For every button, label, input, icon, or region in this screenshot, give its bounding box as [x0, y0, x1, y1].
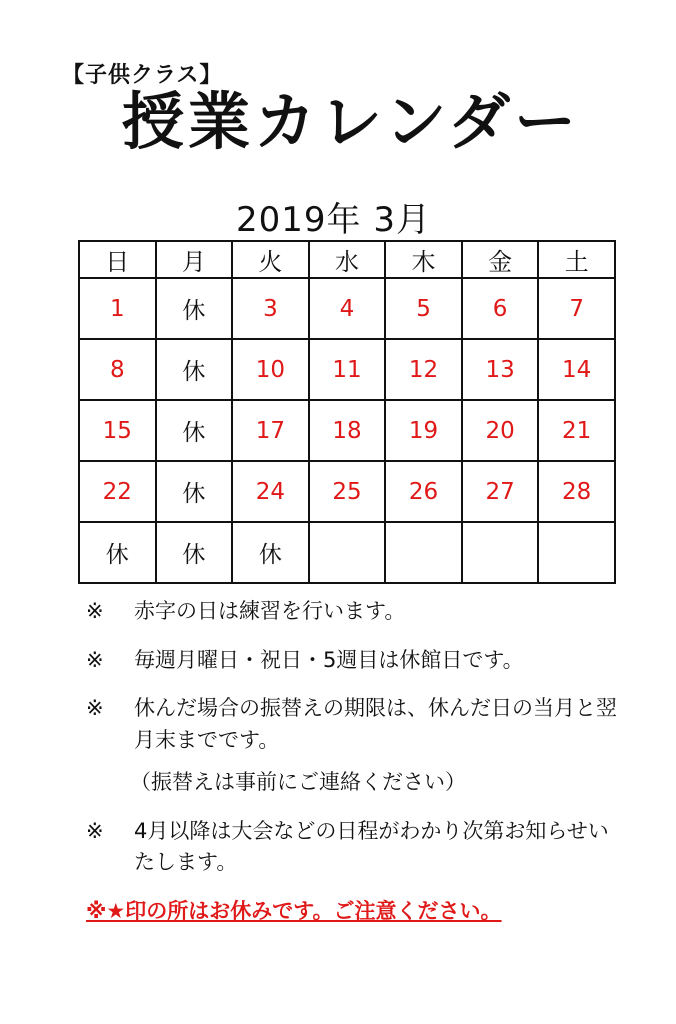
calendar-cell	[462, 522, 539, 583]
calendar-cell: 20	[462, 400, 539, 461]
calendar-cell	[309, 522, 386, 583]
calendar-cell	[385, 522, 462, 583]
note-mark: ※	[86, 818, 104, 843]
calendar-cell: 休	[156, 339, 233, 400]
calendar-cell	[538, 522, 615, 583]
note-practice	[86, 596, 626, 628]
calendar-cell: 25	[309, 461, 386, 522]
calendar-cell: 休	[156, 522, 233, 583]
calendar-cell: 14	[538, 339, 615, 400]
calendar-cell: 休	[232, 522, 309, 583]
note-mark: ※	[86, 647, 104, 672]
page-title: 授業カレンダー	[122, 85, 580, 158]
calendar-week-2	[79, 339, 615, 400]
notes-section	[86, 596, 626, 927]
note-text: 4月以降は大会などの日程がわかり次第お知らせいたします。	[134, 818, 609, 874]
calendar-cell: 18	[309, 400, 386, 461]
calendar-table	[78, 240, 616, 584]
calendar-cell: 7	[538, 278, 615, 339]
note-schedule	[86, 816, 626, 879]
calendar-cell: 12	[385, 339, 462, 400]
note-subtext: （振替えは事前にご連絡ください）	[130, 770, 466, 794]
calendar-week-3	[79, 400, 615, 461]
weekday-header-row	[79, 241, 615, 278]
calendar-cell: 24	[232, 461, 309, 522]
calendar-cell: 27	[462, 461, 539, 522]
calendar-cell: 3	[232, 278, 309, 339]
calendar-cell: 4	[309, 278, 386, 339]
calendar-week-5	[79, 522, 615, 583]
calendar-cell: 28	[538, 461, 615, 522]
calendar-cell: 15	[79, 400, 156, 461]
calendar-cell: 21	[538, 400, 615, 461]
note-closed-days	[86, 645, 626, 677]
note-mark: ※	[86, 696, 104, 720]
note-mark: ※	[86, 599, 104, 623]
calendar-cell: 8	[79, 339, 156, 400]
calendar-cell: 17	[232, 400, 309, 461]
calendar-week-1	[79, 278, 615, 339]
weekday-sat: 土	[538, 241, 615, 278]
calendar-cell: 22	[79, 461, 156, 522]
calendar-cell: 休	[156, 461, 233, 522]
note-text: 赤字の日は練習を行います。	[134, 599, 406, 623]
calendar-cell: 10	[232, 339, 309, 400]
note-makeup-deadline	[86, 693, 626, 799]
weekday-wed: 水	[309, 241, 386, 278]
note-red-warning: ※★印の所はお休みです。ご注意ください。	[86, 898, 502, 923]
calendar-cell: 11	[309, 339, 386, 400]
weekday-mon: 月	[156, 241, 233, 278]
calendar-cell: 1	[79, 278, 156, 339]
weekday-fri: 金	[462, 241, 539, 278]
calendar-cell: 休	[156, 278, 233, 339]
calendar-cell: 6	[462, 278, 539, 339]
month-title: 2019年 3月	[236, 200, 431, 240]
calendar-cell: 19	[385, 400, 462, 461]
calendar-week-4	[79, 461, 615, 522]
calendar-cell: 休	[79, 522, 156, 583]
weekday-tue: 火	[232, 241, 309, 278]
class-label: 【子供クラス】	[62, 63, 223, 88]
note-text: 休んだ場合の振替えの期限は、休んだ日の当月と翌月末までです。	[134, 696, 617, 752]
weekday-thu: 木	[385, 241, 462, 278]
calendar-cell: 5	[385, 278, 462, 339]
calendar-cell: 休	[156, 400, 233, 461]
calendar-cell: 13	[462, 339, 539, 400]
note-text: 毎週月曜日・祝日・5週目は休館日です。	[134, 647, 524, 672]
weekday-sun: 日	[79, 241, 156, 278]
calendar-cell: 26	[385, 461, 462, 522]
